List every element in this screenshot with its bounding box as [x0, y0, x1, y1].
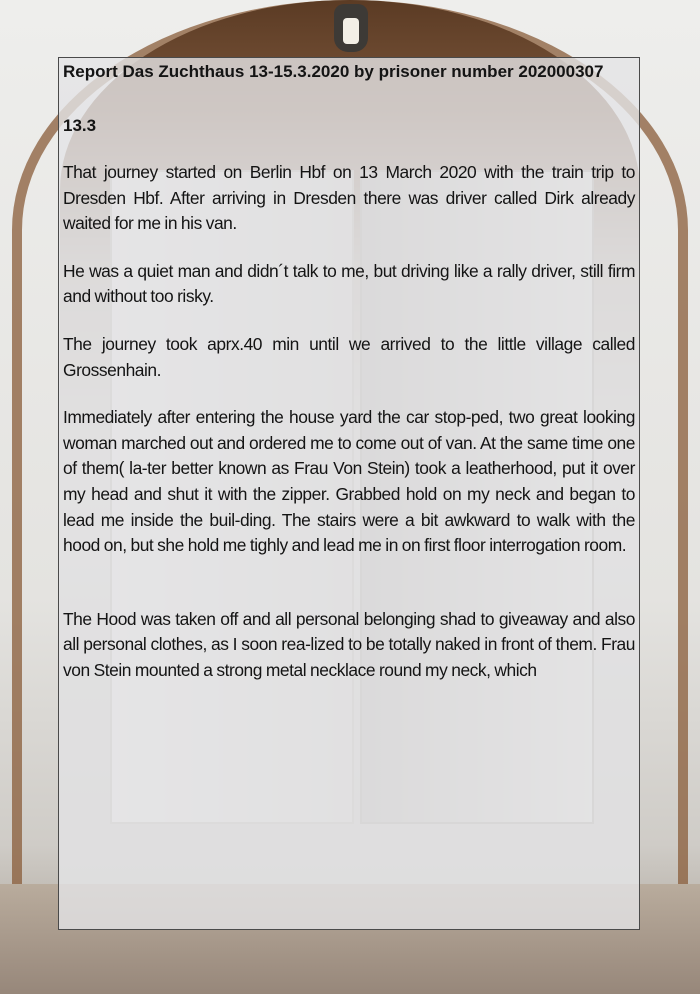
report-paragraph: Immediately after entering the house yard the car stop-ped, two great looking woman marched out and ordered me to come out of van. At the same time one of them( la-ter better known as Frau Von Stein) took a leatherhood, put it over my head and shut it with the zipper. Grabbed hold on my neck and began to lead me inside the buil-ding. The stairs were a bit awkward to walk with the hood on, but she hold me tighly and lead me in on first floor interrogation room. [63, 407, 635, 556]
report-paragraph: The journey took aprx.40 min until we arrived to the little village called Grossenhain. [63, 333, 635, 380]
lamp-glow [343, 18, 359, 44]
report-title: Report Das Zuchthaus 13-15.3.2020 by prisoner number 202000307 [63, 62, 604, 81]
day-heading: 13.3 [63, 116, 97, 135]
report-paragraph: The Hood was taken off and all personal belonging shad to giveaway and also all personal clothes, as I soon rea-lized to be totally naked in front of them. Frau von Stein mounted a strong metal necklace round my neck, which [63, 608, 635, 680]
report-paragraph: He was a quiet man and didn´t talk to me, but driving like a rally driver, still firm and without too risky. [63, 260, 635, 307]
report-panel [58, 57, 640, 930]
report-paragraph: That journey started on Berlin Hbf on 13 March 2020 with the train trip to Dresden Hbf. After arriving in Dresden there was driver called Dirk already waited for me in his van. [63, 162, 635, 234]
